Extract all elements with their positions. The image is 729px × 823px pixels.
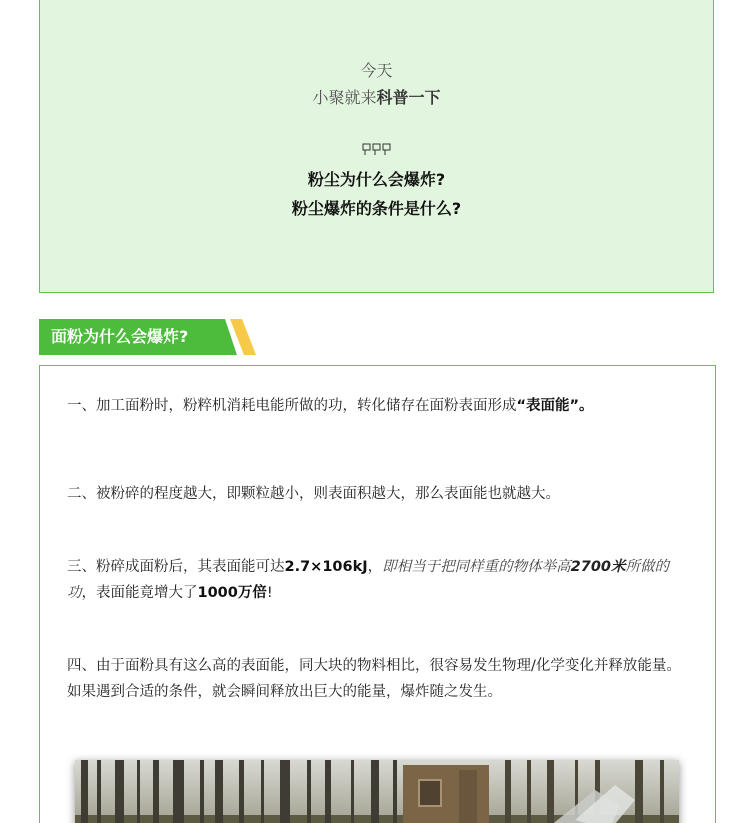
paragraph-3-energy: 2.7×106kJ: [284, 559, 368, 575]
forest-scene-image: [75, 760, 679, 823]
paragraph-3-factor: 1000万倍: [197, 585, 267, 601]
section-title: 面粉为什么会爆炸?: [51, 327, 189, 346]
pointing-down-icon: [40, 143, 713, 161]
paragraph-1-bold: “表面能”。: [516, 398, 594, 414]
paragraph-1-text: 一、加工面粉时，粉粹机消耗电能所做的功，转化储存在面粉表面形成: [67, 398, 517, 414]
paragraph-3-g: ，表面能竟增大了: [81, 585, 198, 601]
paragraph-3-height: 2700米: [570, 559, 626, 575]
section-header: [39, 319, 269, 355]
paragraph-3: [67, 554, 691, 606]
content-box: [39, 365, 716, 823]
paragraph-3-a: 三、粉碎成面粉后，其表面能可达: [67, 559, 285, 575]
intro-question-1: 粉尘为什么会爆炸?: [307, 170, 446, 189]
paragraph-3-c: ，: [367, 559, 383, 575]
paragraph-3-i: !: [266, 585, 273, 601]
article-photo: [75, 760, 679, 823]
intro-line-popsci: [40, 87, 713, 109]
paragraph-4: 四、由于面粉具有这么高的表面能，同大块的物料相比，很容易发生物理/化学变化并释放能量。如果遇到合适的条件，就会瞬间释放出巨大的能量，爆炸随之发生。: [67, 658, 681, 700]
pointing-down-hands-icon: [362, 143, 392, 157]
paragraph-3-f: 所做的功: [67, 559, 670, 601]
paragraph-2: 二、被粉碎的程度越大，即颗粒越小，则表面积越大，那么表面能也就越大。: [67, 486, 560, 502]
paragraph-1: [67, 393, 691, 419]
paragraph-3-d: 即相当于把同样重的物体举高: [382, 559, 571, 575]
intro-box: [39, 0, 714, 293]
intro-question-2: 粉尘爆炸的条件是什么?: [291, 199, 462, 218]
intro-line-today: 今天: [360, 61, 393, 80]
intro-line-bold: 科普一下: [376, 88, 441, 107]
intro-line-prefix: 小聚就来: [312, 88, 377, 107]
